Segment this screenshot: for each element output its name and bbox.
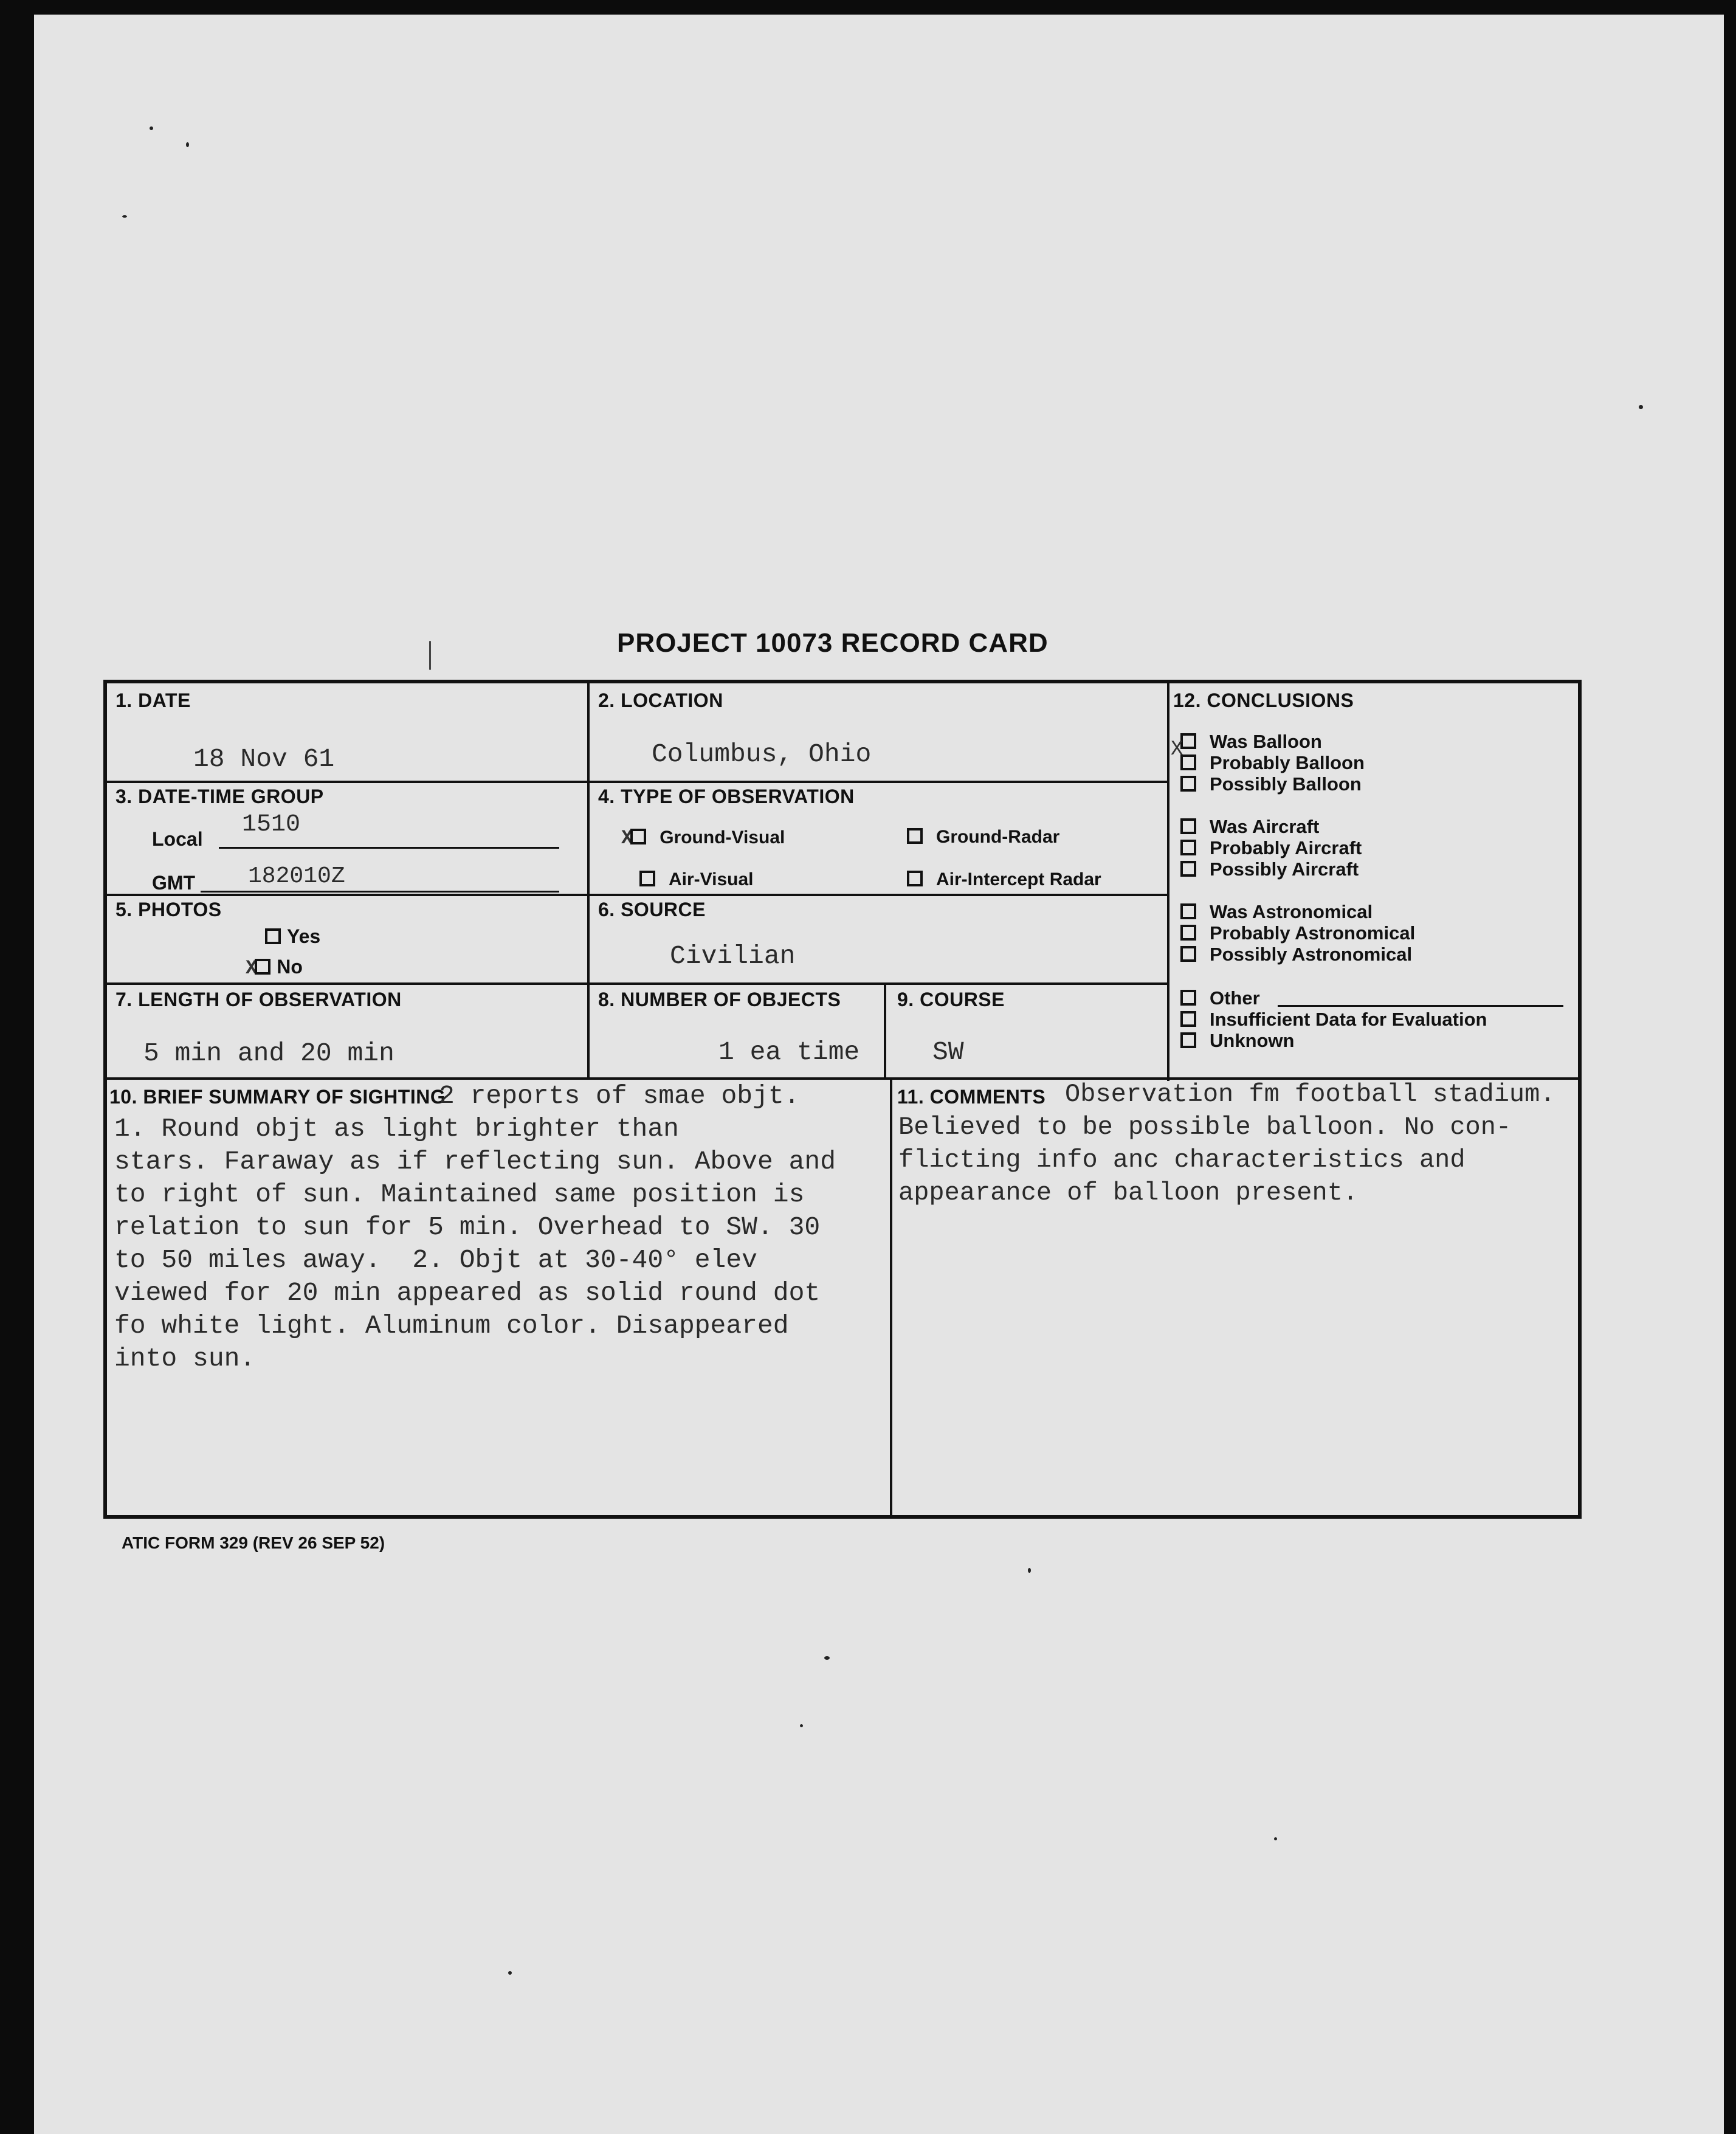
dust-speck bbox=[122, 215, 127, 218]
conclusion-label: Unknown bbox=[1210, 1030, 1295, 1051]
divider-row-3 bbox=[106, 982, 1168, 985]
summary-line-4: to right of sun. Maintained same position is bbox=[114, 1179, 805, 1209]
divider-summary-comments bbox=[890, 1077, 892, 1516]
date-time-group-label: 3. DATE-TIME GROUP bbox=[115, 786, 324, 807]
divider-conclusions bbox=[1167, 682, 1169, 1081]
option-mark: X bbox=[621, 827, 633, 849]
local-time-label: Local bbox=[152, 828, 203, 850]
checkbox-icon bbox=[1180, 990, 1196, 1006]
summary-line-3: stars. Faraway as if reflecting sun. Above and bbox=[114, 1147, 836, 1176]
gmt-value: 182010Z bbox=[248, 863, 345, 889]
dust-speck bbox=[800, 1724, 803, 1727]
checkbox-icon bbox=[1180, 946, 1196, 962]
local-time-line bbox=[219, 847, 559, 849]
option-label: Air-Intercept Radar bbox=[936, 869, 1101, 889]
conclusion-label: Probably Balloon bbox=[1210, 752, 1365, 773]
conclusion-was-aircraft bbox=[1180, 816, 1319, 838]
checkbox-icon bbox=[1180, 776, 1196, 792]
conclusion-label: Insufficient Data for Evaluation bbox=[1210, 1009, 1487, 1030]
course-value: SW bbox=[932, 1037, 964, 1067]
conclusion-was-astronomical bbox=[1180, 901, 1373, 923]
conclusion-label: Was Aircraft bbox=[1210, 816, 1320, 837]
option-ground-radar bbox=[907, 827, 1059, 848]
photos-no bbox=[246, 956, 303, 979]
gmt-label: GMT bbox=[152, 872, 196, 894]
conclusion-probably-balloon-mark: X bbox=[1171, 738, 1183, 761]
checkbox-icon bbox=[630, 829, 646, 844]
divider-row-2 bbox=[106, 894, 1168, 896]
comments-line-4: appearance of balloon present. bbox=[898, 1178, 1359, 1207]
summary-line-9: into sun. bbox=[114, 1344, 256, 1373]
summary-line-2: 1. Round objt as light brighter than bbox=[114, 1114, 679, 1144]
checkbox-icon bbox=[1180, 818, 1196, 834]
number-of-objects-value: 1 ea time bbox=[718, 1037, 860, 1067]
comments-line-2: Believed to be possible balloon. No con- bbox=[898, 1113, 1512, 1142]
length-of-observation-value: 5 min and 20 min bbox=[143, 1038, 394, 1068]
checkbox-icon bbox=[1180, 925, 1196, 941]
conclusion-label: Other bbox=[1210, 987, 1260, 1009]
comments-line-3: flicting info anc characteristics and bbox=[898, 1145, 1466, 1175]
checkbox-icon bbox=[1180, 903, 1196, 919]
photos-label: 5. PHOTOS bbox=[115, 899, 222, 920]
form-number: ATIC FORM 329 (REV 26 SEP 52) bbox=[122, 1533, 385, 1552]
conclusion-label: Was Balloon bbox=[1210, 731, 1322, 752]
photos-no-mark: X bbox=[246, 957, 258, 979]
dust-speck bbox=[1028, 1568, 1031, 1573]
checkbox-icon bbox=[1180, 840, 1196, 855]
brief-summary-label: 10. BRIEF SUMMARY OF SIGHTING bbox=[109, 1086, 446, 1108]
divider-left-column bbox=[587, 682, 590, 1077]
conclusion-probably-astronomical bbox=[1180, 922, 1415, 944]
photos-yes-label: Yes bbox=[287, 925, 321, 947]
option-air-intercept-radar bbox=[907, 869, 1101, 890]
option-ground-visual bbox=[621, 827, 785, 849]
dust-speck bbox=[186, 142, 189, 147]
summary-line-8: fo white light. Aluminum color. Disappeared bbox=[114, 1311, 789, 1341]
option-label: Ground-Visual bbox=[660, 827, 785, 848]
divider-row-1 bbox=[106, 781, 1168, 783]
conclusion-label: Probably Aircraft bbox=[1210, 837, 1362, 858]
checkbox-icon bbox=[1180, 861, 1196, 877]
other-line bbox=[1278, 1005, 1563, 1007]
number-of-objects-label: 8. NUMBER OF OBJECTS bbox=[598, 989, 841, 1010]
source-value: Civilian bbox=[670, 941, 796, 971]
photos-no-label: No bbox=[277, 956, 303, 978]
record-card-title: PROJECT 10073 RECORD CARD bbox=[617, 628, 1049, 658]
checkbox-icon bbox=[1180, 1011, 1196, 1027]
course-label: 9. COURSE bbox=[897, 989, 1005, 1010]
option-air-visual bbox=[639, 869, 754, 890]
conclusion-label: Probably Astronomical bbox=[1210, 922, 1416, 944]
date-label: 1. DATE bbox=[115, 689, 191, 711]
type-of-observation-label: 4. TYPE OF OBSERVATION bbox=[598, 786, 855, 807]
location-value: Columbus, Ohio bbox=[652, 739, 872, 769]
location-label: 2. LOCATION bbox=[598, 689, 723, 711]
option-label: Ground-Radar bbox=[936, 827, 1060, 847]
divider-objects-course bbox=[884, 985, 886, 1077]
checkbox-icon bbox=[639, 871, 655, 886]
pencil-mark bbox=[429, 641, 431, 670]
dust-speck bbox=[508, 1971, 512, 1975]
comments-line-1: Observation fm football stadium. bbox=[1065, 1080, 1555, 1109]
conclusion-unknown bbox=[1180, 1030, 1295, 1052]
length-of-observation-label: 7. LENGTH OF OBSERVATION bbox=[115, 989, 402, 1010]
checkbox-icon bbox=[255, 959, 270, 975]
dust-speck bbox=[1639, 405, 1643, 409]
conclusion-possibly-balloon bbox=[1180, 773, 1362, 795]
conclusion-was-balloon bbox=[1180, 731, 1322, 753]
conclusion-insufficient-data bbox=[1180, 1009, 1487, 1031]
date-value: 18 Nov 61 bbox=[193, 744, 335, 774]
local-time-value: 1510 bbox=[242, 811, 301, 838]
summary-line-7: viewed for 20 min appeared as solid round dot bbox=[114, 1278, 821, 1308]
option-label: Air-Visual bbox=[669, 869, 754, 889]
checkbox-icon bbox=[1180, 1032, 1196, 1048]
conclusion-probably-aircraft bbox=[1180, 837, 1362, 859]
dust-speck bbox=[824, 1656, 830, 1660]
conclusion-possibly-astronomical bbox=[1180, 944, 1412, 965]
conclusion-label: Was Astronomical bbox=[1210, 901, 1373, 922]
summary-line-5: relation to sun for 5 min. Overhead to SW. 30 bbox=[114, 1212, 821, 1242]
source-label: 6. SOURCE bbox=[598, 899, 706, 920]
photos-yes bbox=[265, 925, 320, 948]
conclusion-other bbox=[1180, 987, 1260, 1009]
dust-speck bbox=[150, 126, 153, 130]
checkbox-icon bbox=[907, 828, 923, 844]
conclusion-label: Possibly Balloon bbox=[1210, 773, 1362, 795]
summary-line-6: to 50 miles away. 2. Objt at 30-40° elev bbox=[114, 1245, 757, 1275]
conclusion-label: Possibly Astronomical bbox=[1210, 944, 1413, 965]
conclusion-label: Possibly Aircraft bbox=[1210, 858, 1359, 880]
conclusion-probably-balloon bbox=[1180, 752, 1365, 774]
conclusion-possibly-aircraft bbox=[1180, 858, 1359, 880]
summary-line-1: 2 reports of smae objt. bbox=[439, 1081, 800, 1111]
comments-label: 11. COMMENTS bbox=[897, 1086, 1046, 1108]
conclusions-label: 12. CONCLUSIONS bbox=[1173, 689, 1354, 711]
checkbox-icon bbox=[265, 928, 281, 944]
checkbox-icon bbox=[907, 871, 923, 886]
gmt-line bbox=[201, 891, 559, 893]
dust-speck bbox=[1274, 1837, 1277, 1840]
